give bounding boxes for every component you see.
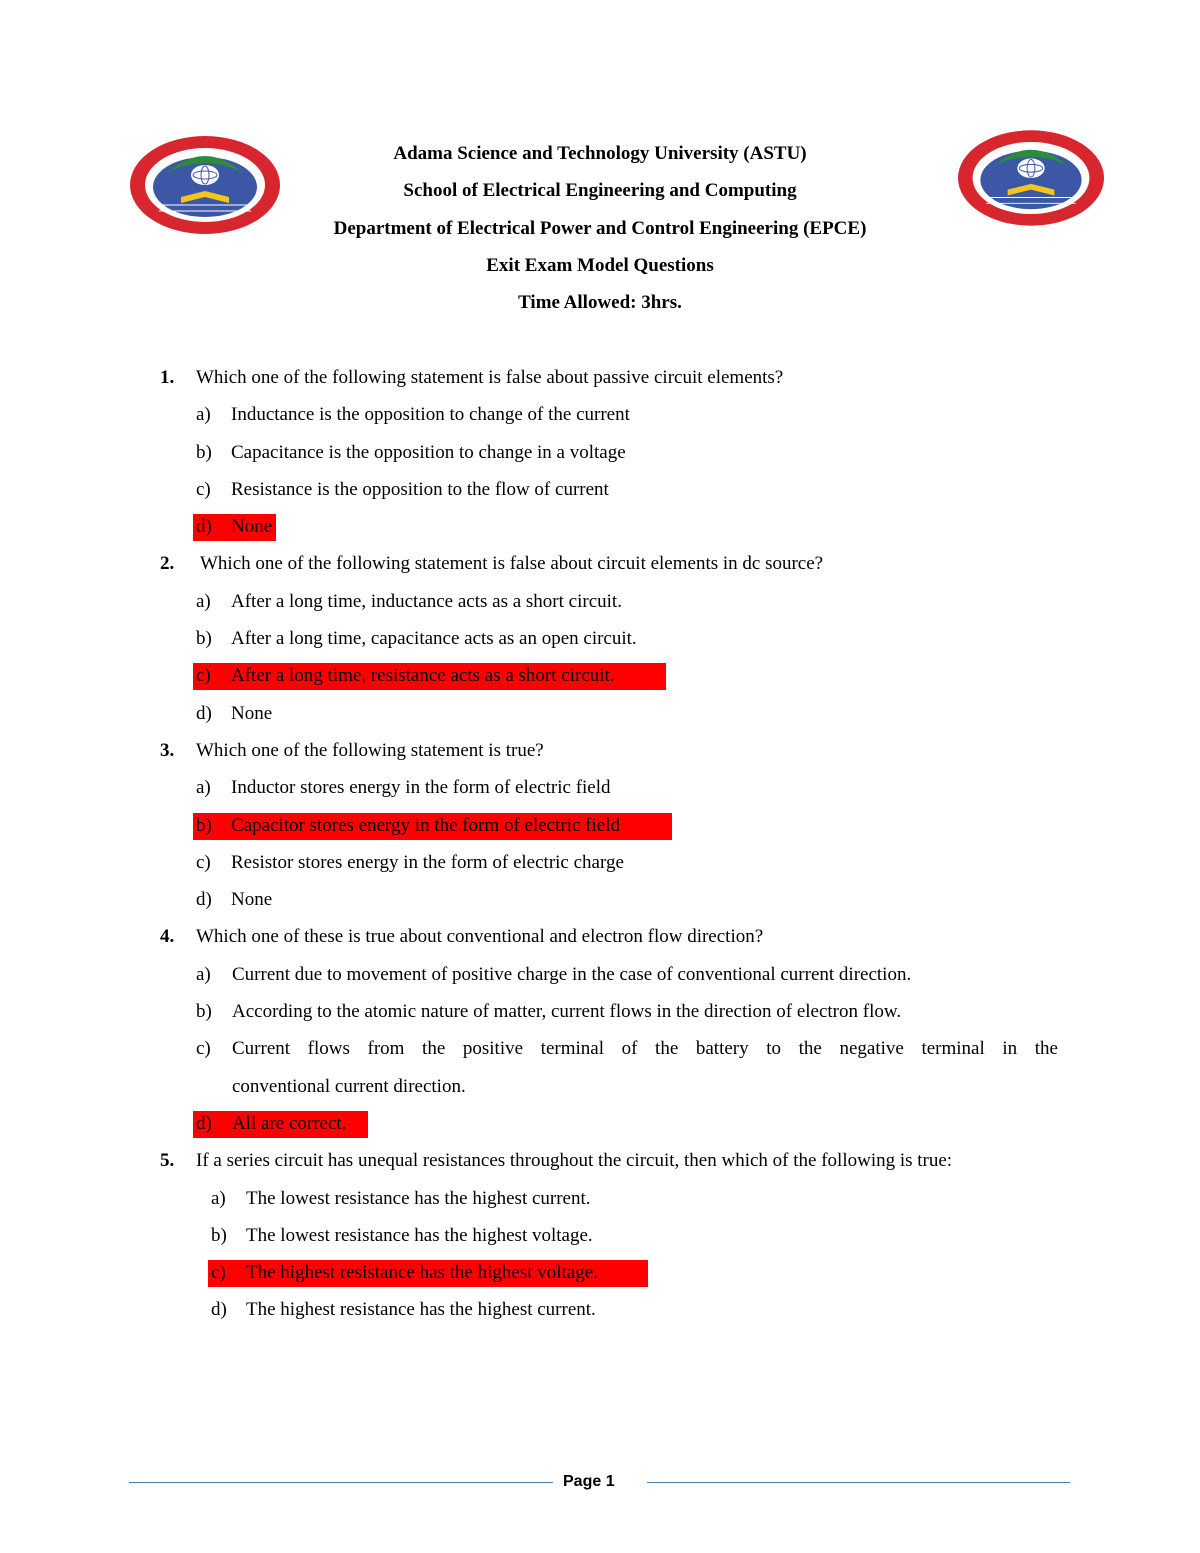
time-allowed: Time Allowed: 3hrs.	[518, 292, 682, 314]
option-letter: b)	[196, 441, 212, 463]
answer-option	[0, 846, 1200, 883]
answer-option	[0, 1219, 1200, 1256]
university-name: Adama Science and Technology University (ASTU)	[393, 143, 807, 164]
question-text: Which one of the following statement is false about passive circuit elements?	[196, 367, 784, 388]
question-number: 3.	[160, 739, 175, 761]
option-text: Capacitor stores energy in the form of electric field	[231, 814, 620, 836]
question-number: 2.	[160, 553, 175, 575]
option-text: Capacitance is the opposition to change in a voltage	[231, 441, 626, 463]
question	[0, 361, 1200, 398]
option-text: The lowest resistance has the highest current.	[246, 1187, 591, 1209]
option-letter: d)	[196, 889, 212, 911]
question-number: 4.	[160, 926, 175, 948]
question-number: 1.	[160, 367, 175, 388]
question	[0, 1144, 1200, 1181]
option-text: Inductance is the opposition to change of the current	[231, 404, 630, 426]
question	[0, 920, 1200, 957]
option-text: conventional current direction.	[232, 1075, 466, 1097]
option-letter: c)	[196, 1038, 211, 1060]
answer-option	[0, 1032, 1200, 1069]
answer-option-highlighted	[0, 1256, 1200, 1293]
option-text: Resistance is the opposition to the flow of current	[231, 478, 609, 500]
answer-option-continuation	[0, 1070, 1200, 1107]
exam-title: Exit Exam Model Questions	[486, 254, 714, 276]
option-letter: a)	[196, 590, 211, 612]
option-letter: b)	[211, 1224, 227, 1246]
option-text: Resistor stores energy in the form of electric charge	[231, 851, 624, 873]
option-text: According to the atomic nature of matter, current flows in the direction of electron flow.	[232, 1001, 902, 1023]
option-text: None	[231, 702, 273, 724]
answer-option	[0, 995, 1200, 1032]
answer-option	[0, 585, 1200, 622]
option-letter: d)	[211, 1299, 227, 1321]
answer-option	[0, 697, 1200, 734]
footer-divider-right	[647, 1482, 1070, 1483]
answer-option	[0, 622, 1200, 659]
option-letter: b)	[196, 1001, 212, 1023]
option-letter: d)	[196, 702, 212, 724]
school-name: School of Electrical Engineering and Computing	[403, 180, 797, 202]
answer-option	[0, 398, 1200, 435]
option-text: Current flows from the positive terminal of the battery to the negative terminal in the	[232, 1038, 1058, 1060]
option-text: The lowest resistance has the highest voltage.	[246, 1224, 593, 1246]
question-text: Which one of these is true about conventional and electron flow direction?	[196, 926, 764, 948]
option-letter: c)	[211, 1262, 226, 1284]
question-number: 5.	[160, 1150, 175, 1172]
question-text: Which one of the following statement is true?	[196, 739, 544, 761]
answer-option	[0, 473, 1200, 510]
question	[0, 547, 1200, 584]
option-text: None	[231, 889, 273, 911]
department-name: Department of Electrical Power and Control Engineering (EPCE)	[333, 217, 867, 239]
question	[0, 734, 1200, 771]
option-text: All are correct.	[232, 1112, 347, 1134]
question-text: If a series circuit has unequal resistances throughout the circuit, then which of the following is true:	[196, 1150, 953, 1172]
option-letter: a)	[211, 1187, 226, 1209]
answer-option-highlighted	[0, 1107, 1200, 1144]
footer-divider-left	[129, 1482, 553, 1483]
option-text: Inductor stores energy in the form of electric field	[231, 777, 611, 799]
option-letter: a)	[196, 404, 211, 426]
page-number: Page 1	[563, 1473, 615, 1490]
option-text: After a long time, capacitance acts as an open circuit.	[231, 628, 637, 650]
answer-option-highlighted	[0, 659, 1200, 696]
exam-header	[0, 139, 1200, 325]
option-letter: a)	[196, 777, 211, 799]
question-text: Which one of the following statement is false about circuit elements in dc source?	[200, 553, 824, 575]
answer-option	[0, 1293, 1200, 1330]
option-text: The highest resistance has the highest current.	[246, 1299, 596, 1321]
answer-option	[0, 771, 1200, 808]
answer-option	[0, 958, 1200, 995]
option-text: The highest resistance has the highest voltage.	[246, 1262, 598, 1284]
option-letter: c)	[196, 851, 211, 873]
answer-option	[0, 1182, 1200, 1219]
option-letter: d)	[196, 516, 212, 538]
option-letter: d)	[196, 1112, 212, 1134]
option-letter: c)	[196, 665, 211, 687]
answer-option-highlighted	[0, 510, 1200, 547]
option-text: Current due to movement of positive charge in the case of conventional current direction.	[232, 963, 912, 985]
answer-option	[0, 883, 1200, 920]
option-letter: a)	[196, 963, 211, 985]
option-text: None	[231, 516, 273, 538]
option-text: After a long time, inductance acts as a short circuit.	[231, 590, 622, 612]
option-letter: c)	[196, 478, 211, 500]
option-letter: b)	[196, 628, 212, 650]
option-letter: b)	[196, 814, 212, 836]
answer-option-highlighted	[0, 809, 1200, 846]
answer-option	[0, 436, 1200, 473]
question-list	[0, 361, 1200, 1331]
option-text: After a long time, resistance acts as a short circuit.	[231, 665, 615, 687]
